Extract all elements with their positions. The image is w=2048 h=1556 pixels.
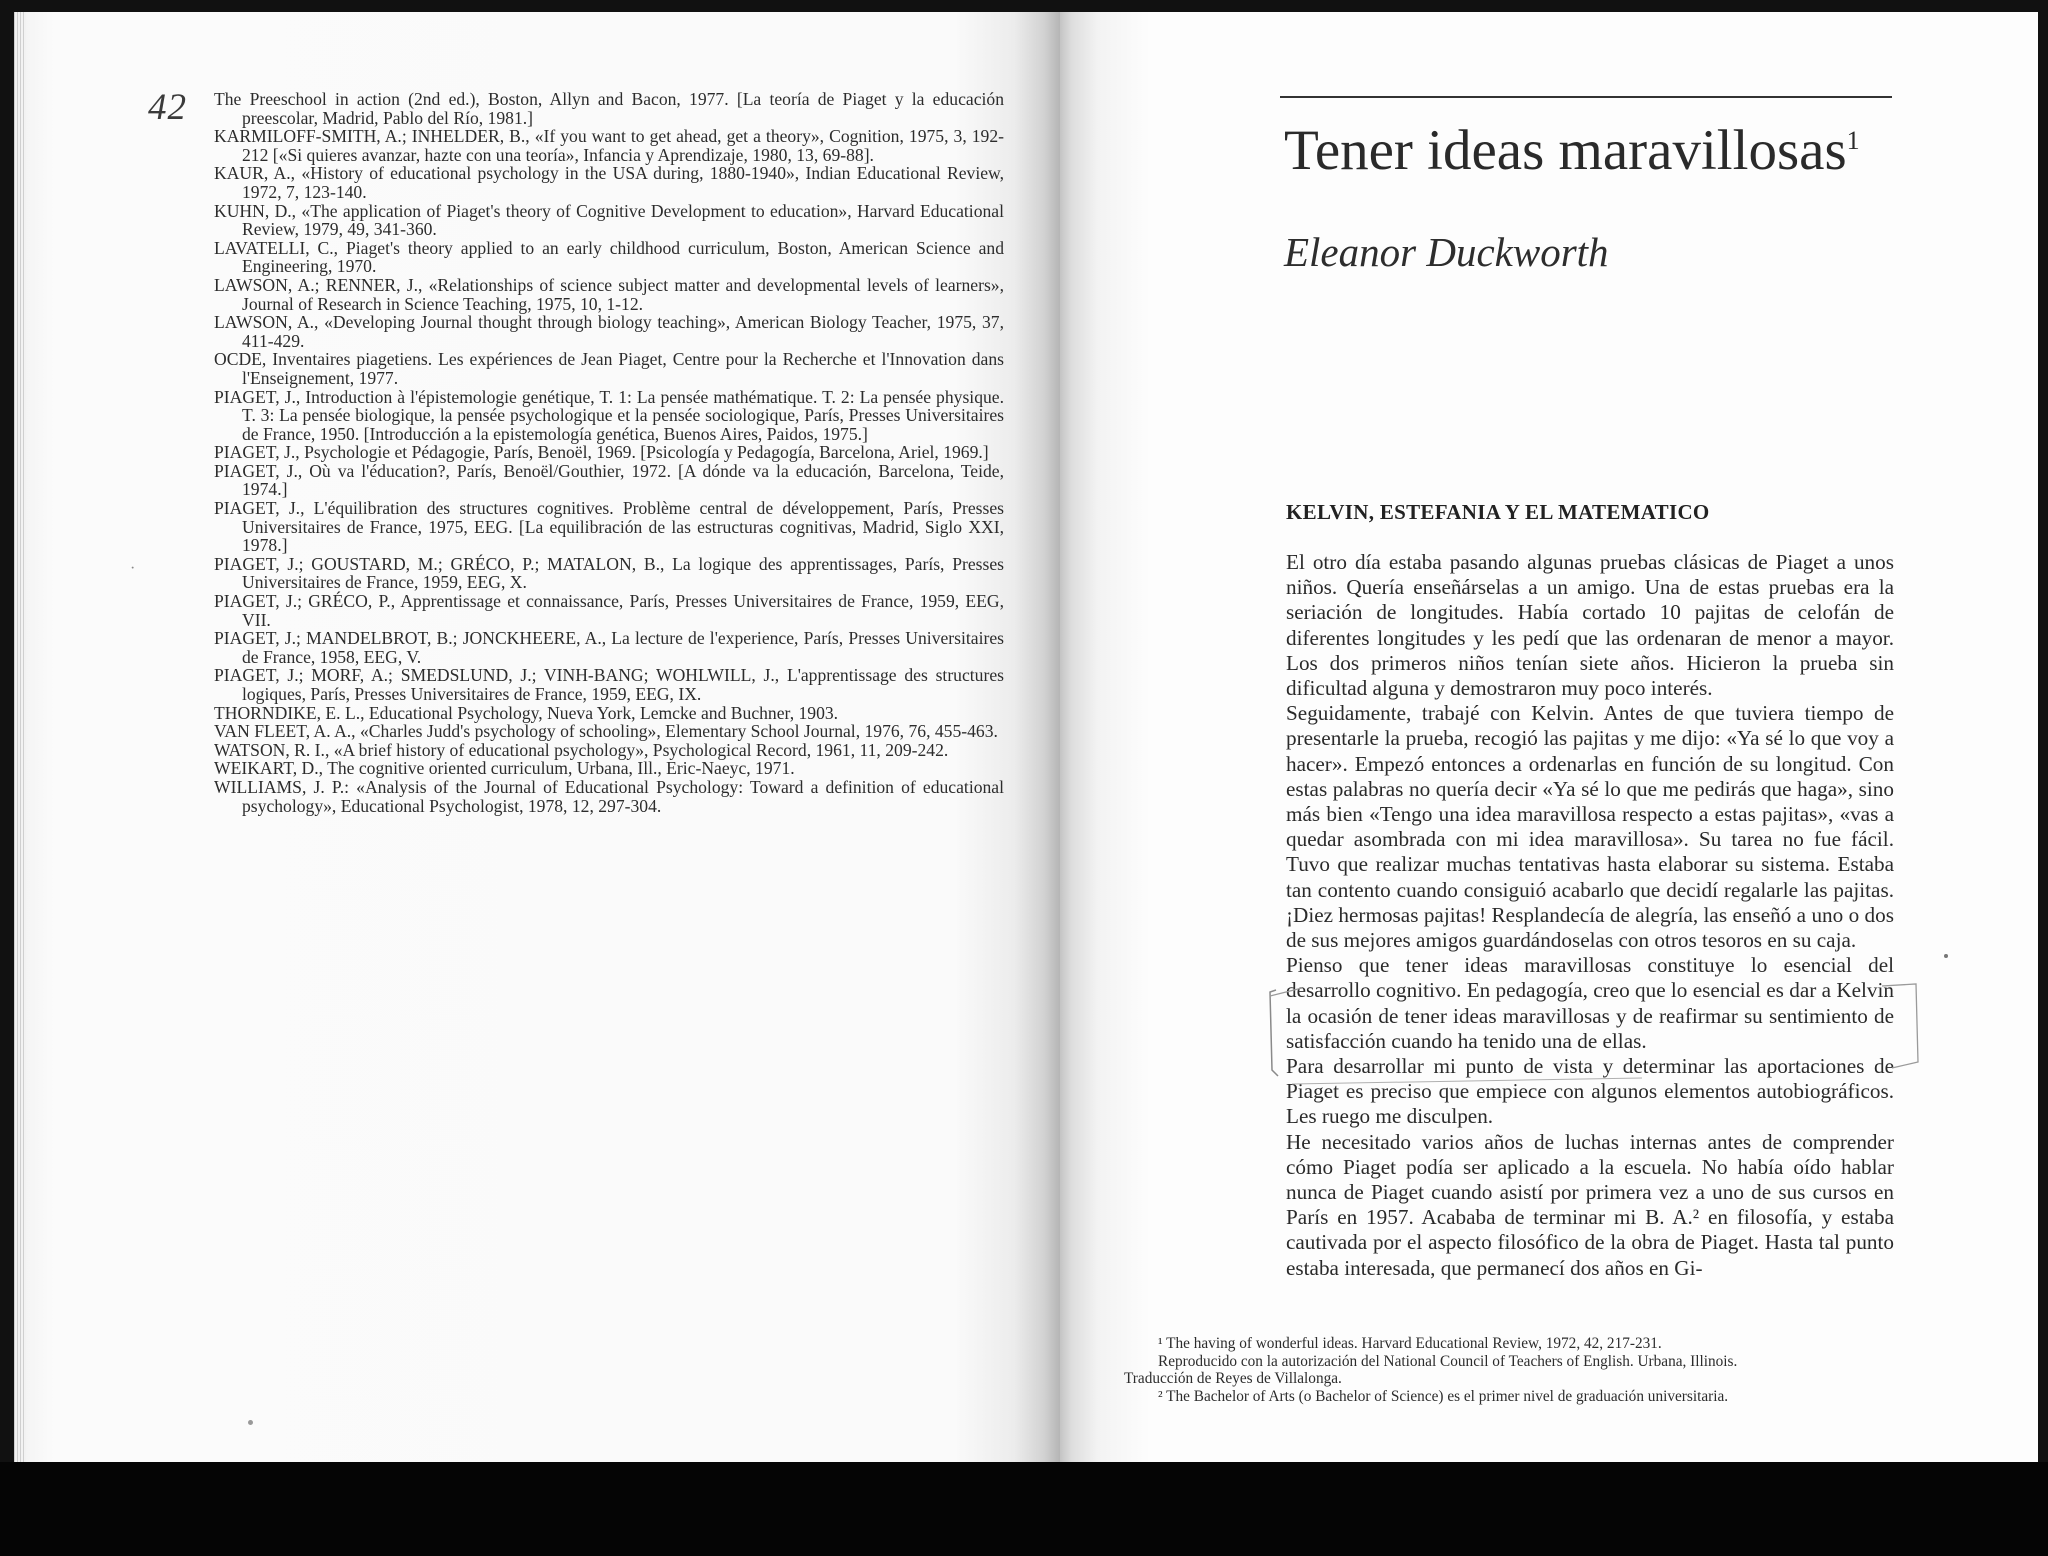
reference-entry: PIAGET, J., L'équilibration des structures cognitives. Problème central de développement, París, Presses Universitaires de France, 1975, EEG. [La equilibración de las estructuras cognitivas, Madrid, Siglo XXI, 1978.] xyxy=(214,498,1004,556)
body-paragraph: Pienso que tener ideas maravillosas constituye lo esencial del desarrollo cognitivo. En pedagogía, creo que lo esencial es dar a Kelvin la ocasión de tener ideas maravillosas y de reafirmar su sentimiento de satisfacción cuando ha tenido una de ellas. xyxy=(1286,953,1894,1053)
footnote: Traducción de Reyes de Villalonga. xyxy=(1124,1370,1342,1388)
book-scan xyxy=(14,12,2038,1514)
margin-mark: · xyxy=(130,560,136,577)
scanner-shadow xyxy=(0,1462,2048,1556)
reference-entry: The Preeschool in action (2nd ed.), Boston, Allyn and Bacon, 1977. [La teoría de Piaget y la educación preescolar, Madrid, Pablo del Río, 1981.] xyxy=(214,89,1004,128)
article-title xyxy=(1284,118,1860,183)
body-paragraph: Para desarrollar mi punto de vista y determinar las aportaciones de Piaget es preciso que empiece con algunos elementos autobiográficos. Les ruego me disculpen. xyxy=(1286,1054,1894,1129)
author-name: Eleanor Duckworth xyxy=(1284,229,1609,275)
reference-entry: THORNDIKE, E. L., Educational Psychology, Nueva York, Lemcke and Buchner, 1903. xyxy=(214,702,839,723)
reference-entry: PIAGET, J., Introduction à l'épistemologie genétique, T. 1: La pensée mathématique. T. 2: La pensée physique. T. 3: La pensée biologique, la pensée psychologique et la pensée sociologique, París, Presses Universitaires de France, 1950. [Introducción a la epistemología genética, Buenos Aires, Paidos, 1975.] xyxy=(214,386,1004,444)
reference-entry: WATSON, R. I., «A brief history of educational psychology», Psychological Record, 1961, 11, 209-242. xyxy=(214,739,949,760)
section-heading: KELVIN, ESTEFANIA Y EL MATEMATICO xyxy=(1286,500,1710,524)
footnote: ² The Bachelor of Arts (o Bachelor of Science) es el primer nivel de graduación universitaria. xyxy=(1158,1387,1729,1405)
reference-entry: LAVATELLI, C., Piaget's theory applied to an early childhood curriculum, Boston, American Science and Engineering, 1970. xyxy=(214,237,1004,277)
reference-entry: KUHN, D., «The application of Piaget's theory of Cognitive Development to education», Harvard Educational Review, 1979, 49, 341-360. xyxy=(214,200,1004,240)
reference-entry: KAUR, A., «History of educational psychology in the USA during, 1880-1940», Indian Educational Review, 1972, 7, 123-140. xyxy=(214,163,1004,202)
body-paragraph: El otro día estaba pasando algunas pruebas clásicas de Piaget a unos niños. Quería enseñárselas a un amigo. Una de estas pruebas era la seriación de longitudes. Había cortado 10 pajitas de celofán de diferentes longitudes y les pedí que las ordenaran de menor a mayor. Los dos primeros niños tenían siete años. Hicieron la prueba sin dificultad alguna y demostraron muy poco interés. xyxy=(1286,550,1894,701)
reference-entry: PIAGET, J.; MANDELBROT, B.; JONCKHEERE, A., La lecture de l'experience, París, Presses Universitaires de France, 1958, EEG, V. xyxy=(214,628,1004,667)
footnote: ¹ The having of wonderful ideas. Harvard Educational Review, 1972, 42, 217-231. xyxy=(1158,1335,1662,1352)
page-edge-stack xyxy=(14,12,26,1514)
title-footnote-mark: 1 xyxy=(1846,126,1860,155)
reference-entry: PIAGET, J.; GOUSTARD, M.; GRÉCO, P.; MATALON, B., La logique des apprentissages, París, Presses Universitaires de France, 1959, EEG, X. xyxy=(214,553,1004,593)
reference-entry: WEIKART, D., The cognitive oriented curriculum, Urbana, Ill., Eric-Naeyc, 1971. xyxy=(214,758,795,779)
reference-list xyxy=(214,90,1004,815)
reference-entry: PIAGET, J.; MORF, A.; SMEDSLUND, J.; VINH-BANG; WOHLWILL, J., L'apprentissage des structures logiques, París, Presses Universitaires de France, 1959, EEG, IX. xyxy=(214,665,1004,704)
reference-entry: LAWSON, A.; RENNER, J., «Relationships of science subject matter and developmental levels of learners», Journal of Research in Science Teaching, 1975, 10, 1-12. xyxy=(214,274,1004,314)
reference-entry: WILLIAMS, J. P.: «Analysis of the Journal of Educational Psychology: Toward a definition of educational psychology», Educational Psychologist, 1978, 12, 297-304. xyxy=(214,776,1004,816)
reference-entry: PIAGET, J., Où va l'éducation?, París, Benoël/Gouthier, 1972. [A dónde va la educación, Barcelona, Teide, 1974.] xyxy=(214,460,1004,500)
margin-mark xyxy=(1944,954,1948,958)
body-paragraph: Seguidamente, trabajé con Kelvin. Antes de que tuviera tiempo de presentarle la prueba, recogió las pajitas y me dijo: «Ya sé lo que voy a hacer». Empezó entonces a ordenarlas en función de su longitud. Con estas palabras no quería decir «Ya sé lo que me pedirás que haga», sino más bien «Tengo una idea maravillosa respecto a estas pajitas», «vas a quedar asombrada con mi idea maravillosa». Su tarea no fue fácil. Tuvo que realizar muchas tentativas hasta elaborar su sistema. Estaba tan contento cuando consiguió acabarlo que decidí regalarle las pajitas. ¡Diez hermosas pajitas! Resplandecía de alegría, las enseñó a uno o dos de sus mejores amigos guardándoselas con otros tesoros en su caja. xyxy=(1286,701,1894,953)
article-body xyxy=(1286,550,1894,1281)
footnote: Reproducido con la autorización del National Council of Teachers of English. Urbana, Illinois. xyxy=(1158,1352,1738,1370)
speck-mark xyxy=(248,1420,253,1425)
reference-entry: PIAGET, J., Psychologie et Pédagogie, París, Benoël, 1969. [Psicología y Pedagogía, Barcelona, Ariel, 1969.] xyxy=(214,442,989,463)
reference-entry: KARMILOFF-SMITH, A.; INHELDER, B., «If you want to get ahead, get a theory», Cognition, 1975, 3, 192-212 [«Si quieres avanzar, hazte con una teoría», Infancia y Aprendizaje, 1980, 13, 69-88]. xyxy=(214,126,1004,165)
reference-entry: VAN FLEET, A. A., «Charles Judd's psychology of schooling», Elementary School Journal, 1976, 76, 455-463. xyxy=(214,721,998,742)
reference-entry: OCDE, Inventaires piagetiens. Les expériences de Jean Piaget, Centre pour la Recherche et l'Innovation dans l'Enseignement, 1977. xyxy=(214,349,1004,388)
footnotes xyxy=(1124,1335,1894,1405)
reference-entry: LAWSON, A., «Developing Journal thought through biology teaching», American Biology Teacher, 1975, 37, 411-429. xyxy=(214,312,1004,351)
reference-entry: PIAGET, J.; GRÉCO, P., Apprentissage et connaissance, París, Presses Universitaires de France, 1959, EEG, VII. xyxy=(214,591,1004,630)
title-rule xyxy=(1280,96,1892,98)
left-page xyxy=(14,12,1060,1514)
page-number: 42 xyxy=(148,87,187,128)
body-paragraph: He necesitado varios años de luchas internas antes de comprender cómo Piaget podía ser aplicado a la escuela. No había oído hablar nunca de Piaget cuando asistí por primera vez a uno de sus cursos en París en 1957. Acababa de terminar mi B. A.² en filosofía, y estaba cautivada por el aspecto filosófico de la obra de Piaget. Hasta tal punto estaba interesada, que permanecí dos años en Gi- xyxy=(1286,1129,1894,1280)
article-title-text: Tener ideas maravillosas xyxy=(1284,119,1847,182)
